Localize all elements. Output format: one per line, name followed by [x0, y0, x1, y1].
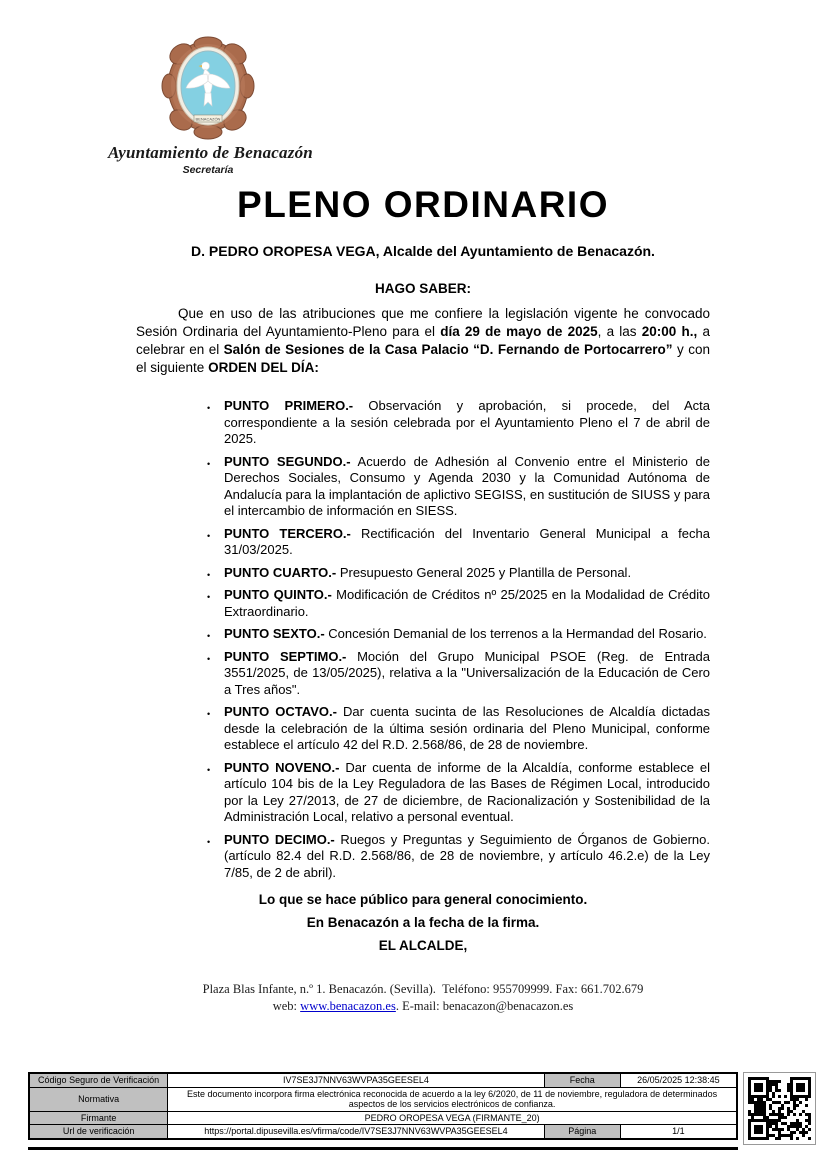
proclamation-heading: HAGO SABER: [374, 281, 471, 296]
agenda-item [136, 649, 710, 699]
web-label: web: [272, 999, 301, 1013]
address-line: Plaza Blas Infante, n.º 1. Benacazón. (Sevilla). Teléfono: 955709999. Fax: 661.702.679 [202, 982, 644, 996]
agenda-item-lead: PUNTO DECIMO.- [224, 831, 335, 847]
bullet-icon: • [207, 403, 211, 413]
email-text: . E-mail: benacazon@benacazon.es [395, 999, 574, 1013]
agenda-item [136, 526, 710, 559]
session-time: 20:00 h., [641, 324, 698, 339]
agenda-item-text: Ruegos y Preguntas y Seguimiento de Órganos de Gobierno. (artículo 82.4 del R.D. 2.568/86, de 28 de noviembre, y artículo 46.2.e) de la Ley 7/85, de 2 de abril). [224, 831, 710, 880]
normativa-label: Normativa [30, 1087, 168, 1111]
signature-title: EL ALCALDE, [378, 938, 468, 953]
agenda-list [136, 398, 710, 887]
agenda-item [136, 626, 710, 643]
bullet-icon: • [207, 458, 211, 469]
session-date: día 29 de mayo de 2025 [440, 324, 598, 339]
agenda-item-text: Observación y aprobación, si procede, del Acta correspondiente a la sesión celebrada por el Ayuntamiento Pleno el 7 de abril de 2025. [224, 398, 710, 446]
footer-address [136, 981, 710, 1015]
verification-table [28, 1072, 738, 1140]
url-label: Url de verificación [30, 1125, 168, 1139]
agenda-item-lead: PUNTO SEGUNDO.- [224, 453, 351, 469]
bottom-rule [28, 1147, 738, 1150]
agenda-item-lead: PUNTO SEXTO.- [224, 626, 325, 641]
bullet-icon: • [207, 764, 211, 775]
bullet-icon: • [207, 631, 211, 641]
csv-label: Código Seguro de Verificación [30, 1074, 168, 1088]
agenda-item-lead: PUNTO CUARTO.- [224, 564, 337, 580]
bullet-icon: • [207, 530, 211, 541]
agenda-item-text: Rectificación del Inventario General Municipal a fecha 31/03/2025. [224, 525, 710, 557]
agenda-item-text: Moción del Grupo Municipal PSOE (Reg. de Entrada 3551/2025, de 13/05/2025), relativa a la "Universalización de la Educación de Cero a Tres años". [224, 648, 710, 697]
agenda-item [136, 398, 710, 448]
website-link[interactable]: www.benacazon.es [300, 999, 396, 1013]
document-title: PLENO ORDINARIO [237, 184, 609, 225]
closing-line: Lo que se hace público para general conocimiento. [258, 892, 588, 907]
agenda-item [136, 832, 710, 882]
agenda-item-text: Concesión Demanial de los terrenos a la Hermandad del Rosario. [324, 626, 707, 641]
agenda-item-text: Dar cuenta de informe de la Alcaldía, conforme establece el artículo 104 bis de la Ley Reguladora de las Bases de Régimen Local, introducido por la Ley 27/2013, de 27 de diciembre, de Racionalización y Sostenibilidad de la Administración Local, relativo a personal eventual. [224, 759, 710, 824]
bullet-icon: • [207, 653, 211, 664]
signer-role: , Alcalde del Ayuntamiento de Benacazón. [375, 243, 655, 259]
normativa-value: Este documento incorpora firma electrónica reconocida de acuerdo a la ley 6/2020, de 11 de noviembre, reguladora de determinados aspectos de los servicios electrónicos de confianza. [168, 1087, 737, 1111]
agenda-item-lead: PUNTO TERCERO.- [224, 525, 351, 541]
pagina-value: 1/1 [620, 1125, 736, 1139]
intro-paragraph [136, 305, 710, 377]
bullet-icon: • [207, 569, 211, 580]
bullet-icon: • [207, 592, 211, 602]
verification-block [28, 1072, 820, 1164]
signer-line [136, 243, 710, 259]
municipal-crest-logo [161, 36, 255, 140]
agenda-item-lead: PUNTO PRIMERO.- [224, 398, 354, 413]
agenda-item-lead: PUNTO OCTAVO.- [224, 704, 337, 719]
fecha-value: 26/05/2025 12:38:45 [620, 1074, 736, 1088]
agenda-item [136, 704, 710, 754]
agenda-item [136, 454, 710, 520]
fecha-label: Fecha [544, 1074, 620, 1088]
session-place: Salón de Sesiones de la Casa Palacio “D. Fernando de Portocarrero” [223, 342, 673, 357]
agenda-item-lead: PUNTO QUINTO.- [224, 587, 332, 602]
closing-line: En Benacazón a la fecha de la firma. [306, 915, 540, 930]
signer-name: D. PEDRO OROPESA VEGA [191, 243, 376, 259]
agenda-item [136, 565, 710, 582]
agenda-item-text: Acuerdo de Adhesión al Convenio entre el Ministerio de Derechos Sociales, Consumo y Agenda 2030 y la Comunidad Autónoma de Andalucía para la implantación de aplictivo SEGISS, en sustitución de SIUSS y para el intercambio de información en SIESS. [224, 453, 710, 518]
url-value: https://portal.dipusevilla.es/vfirma/code/IV7SE3J7NNV63WVPA35GEESEL4 [168, 1125, 545, 1139]
qr-code [743, 1072, 816, 1145]
agenda-item-text: Modificación de Créditos nº 25/2025 en la Modalidad de Crédito Extraordinario. [224, 587, 710, 619]
pagina-label: Página [544, 1125, 620, 1139]
agenda-item-lead: PUNTO NOVENO.- [224, 759, 340, 775]
agenda-item [136, 760, 710, 826]
organization-name: Ayuntamiento de Benacazón [108, 143, 313, 162]
bullet-icon: • [207, 836, 211, 847]
crest-banner-text: BENACAZÓN [195, 116, 221, 122]
department-name: Secretaría [182, 164, 234, 176]
intro-text: , a las [597, 324, 642, 339]
agenda-item [136, 587, 710, 620]
agenda-item-lead: PUNTO SEPTIMO.- [224, 648, 347, 664]
closing-block [136, 892, 710, 961]
letterhead [108, 36, 313, 176]
firmante-value: PEDRO OROPESA VEGA (FIRMANTE_20) [168, 1111, 737, 1125]
bullet-icon: • [207, 709, 211, 719]
csv-value: IV7SE3J7NNV63WVPA35GEESEL4 [168, 1074, 545, 1088]
intro-text: Que en uso de las atribuciones que me confiere la legislación vigente he convocado Sesión Ordinaria del Ayuntamiento-Pleno para el [136, 306, 710, 339]
intro-text: y con el siguiente [136, 342, 710, 375]
agenda-heading: ORDEN DEL DÍA: [208, 360, 319, 375]
intro-text: a celebrar en el [136, 324, 710, 357]
contact-line [136, 998, 710, 1015]
agenda-item-text: Dar cuenta sucinta de las Resoluciones de Alcaldía dictadas desde la celebración de la última sesión ordinaria del Pleno Municipal, conforme establece el artículo 42 del R.D. 2.568/86, de 28 de noviembre. [224, 704, 711, 752]
agenda-item-text: Presupuesto General 2025 y Plantilla de Personal. [336, 564, 632, 580]
firmante-label: Firmante [30, 1111, 168, 1125]
